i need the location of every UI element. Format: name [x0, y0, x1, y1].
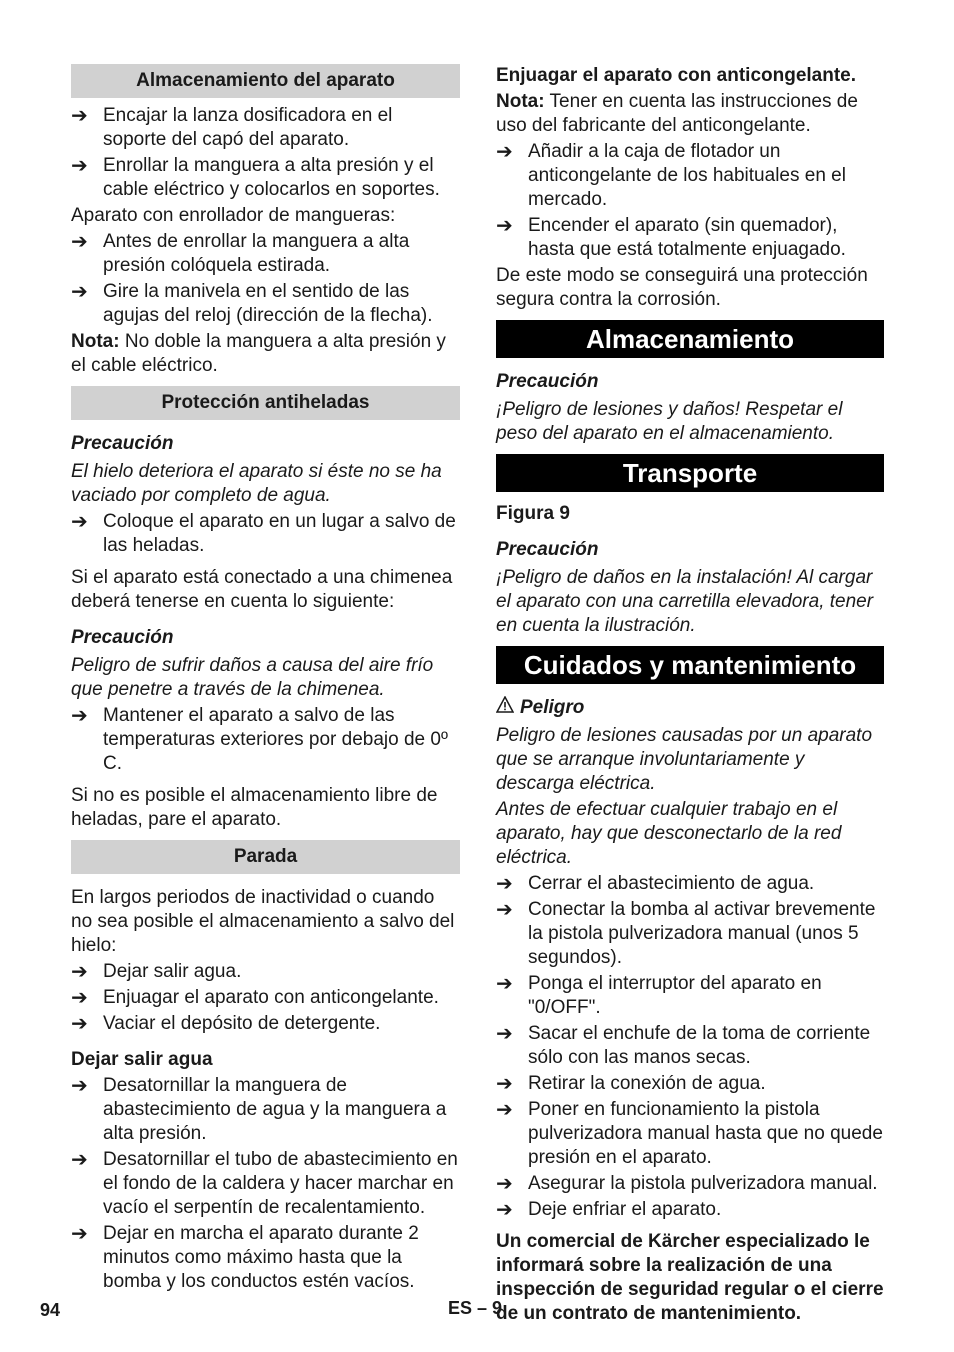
left-column — [71, 64, 460, 1296]
paragraph: De este modo se conseguirá una protección segura contra la corrosión. — [496, 265, 868, 310]
arrow-right-icon: ➔ — [496, 873, 513, 895]
caution-text: ¡Peligro de lesiones y daños! Respetar el peso del aparato en el almacenamiento. — [496, 399, 843, 444]
language-page-label: ES – 9 — [448, 1298, 503, 1318]
paragraph: Si el aparato está conectado a una chimenea deberá tenerse en cuenta lo siguiente: — [71, 567, 453, 612]
list-item: ➔ Ponga el interruptor del aparato en "0/OFF". — [496, 973, 822, 1018]
list-item: ➔ Dejar en marcha el aparato durante 2 minutos como máximo hasta que la bomba y los conductos estén vacíos. — [71, 1223, 419, 1292]
caution-text: El hielo deteriora el aparato si éste no se ha vaciado por completo de agua. — [71, 461, 442, 506]
arrow-right-icon: ➔ — [71, 987, 88, 1009]
note-label: Nota: — [496, 91, 545, 112]
list-item: ➔ Asegurar la pistola pulverizadora manual. — [496, 1173, 878, 1195]
page-number: 94 — [40, 1300, 61, 1320]
arrow-right-icon: ➔ — [71, 155, 88, 177]
danger-text: Peligro de lesiones causadas por un aparato que se arranque involuntariamente y descarga eléctrica. — [496, 725, 873, 794]
arrow-right-icon: ➔ — [496, 973, 513, 995]
list-item: ➔ Desatornillar la manguera de abastecimiento de agua y la manguera a alta presión. — [71, 1075, 447, 1144]
arrow-right-icon: ➔ — [71, 1149, 88, 1171]
list-item: ➔ Añadir a la caja de flotador un anticongelante de los habituales en el mercado. — [496, 141, 846, 210]
arrow-right-icon: ➔ — [71, 105, 88, 127]
paragraph: En largos periodos de inactividad o cuando no sea posible el almacenamiento a salvo del hielo: — [71, 887, 455, 956]
section-heading-storage-device: Almacenamiento del aparato — [71, 64, 460, 98]
caution-text: Peligro de sufrir daños a causa del aire frío que penetre a través de la chimenea. — [71, 655, 434, 700]
list-item: ➔ Desatornillar el tubo de abastecimiento en el fondo de la caldera y hacer marchar en vacío el serpentín de recalentamiento. — [71, 1149, 458, 1218]
arrow-right-icon: ➔ — [496, 899, 513, 921]
subsection-heading-rinse: Enjuagar el aparato con anticongelante. — [496, 65, 857, 86]
section-heading-storage: Almacenamiento — [496, 320, 884, 358]
paragraph: Si no es posible el almacenamiento libre de heladas, pare el aparato. — [71, 785, 438, 830]
list-item: ➔ Enjuagar el aparato con anticongelante. — [71, 987, 439, 1009]
arrow-right-icon: ➔ — [71, 511, 88, 533]
list-item: ➔ Cerrar el abastecimiento de agua. — [496, 873, 815, 895]
list-item: ➔ Dejar salir agua. — [71, 961, 242, 983]
list-item: ➔ Gire la manivela en el sentido de las agujas del reloj (dirección de la flecha). — [71, 281, 433, 326]
list-item: ➔ Poner en funcionamiento la pistola pulverizadora manual hasta que no quede presión en el aparato. — [496, 1099, 883, 1168]
list-item: ➔ Encajar la lanza dosificadora en el soporte del capó del aparato. — [71, 105, 393, 150]
arrow-right-icon: ➔ — [496, 1099, 513, 1121]
list-item: ➔ Antes de enrollar la manguera a alta presión colóquela estirada. — [71, 231, 410, 276]
list-item: ➔ Encender el aparato (sin quemador), hasta que está totalmente enjuagado. — [496, 215, 846, 260]
arrow-right-icon: ➔ — [496, 141, 513, 163]
arrow-right-icon: ➔ — [71, 961, 88, 983]
arrow-right-icon: ➔ — [496, 215, 513, 237]
arrow-right-icon: ➔ — [496, 1073, 513, 1095]
closing-note: Un comercial de Kärcher especializado le informará sobre la realización de una inspección de seguridad regular o el cierre de un contrato de mantenimiento. — [496, 1231, 884, 1324]
paragraph: Aparato con enrollador de mangueras: — [71, 205, 396, 226]
section-heading-maintenance: Cuidados y mantenimiento — [496, 646, 884, 684]
arrow-right-icon: ➔ — [71, 1075, 88, 1097]
section-heading-frost-protection: Protección antiheladas — [71, 386, 460, 420]
note-label: Nota: — [71, 331, 120, 352]
arrow-right-icon: ➔ — [71, 1223, 88, 1245]
arrow-right-icon: ➔ — [71, 1013, 88, 1035]
warning-triangle-icon — [496, 696, 520, 720]
danger-text: Antes de efectuar cualquier trabajo en el aparato, hay que desconectarlo de la red eléctrica. — [496, 799, 842, 868]
caution-label: Precaución — [71, 627, 174, 648]
arrow-right-icon: ➔ — [496, 1199, 513, 1221]
list-item: ➔ Conectar la bomba al activar brevemente la pistola pulverizadora manual (unos 5 segundos). — [496, 899, 876, 968]
caution-label: Precaución — [71, 433, 174, 454]
list-item: ➔ Enrollar la manguera a alta presión y el cable eléctrico y colocarlos en soportes. — [71, 155, 440, 200]
arrow-right-icon: ➔ — [71, 281, 88, 303]
list-item: ➔ Coloque el aparato en un lugar a salvo de las heladas. — [71, 511, 456, 556]
arrow-right-icon: ➔ — [496, 1023, 513, 1045]
caution-label: Precaución — [496, 539, 599, 560]
section-heading-transport: Transporte — [496, 454, 884, 492]
danger-label: Peligro — [496, 696, 884, 720]
caution-label: Precaución — [496, 371, 599, 392]
list-item: ➔ Retirar la conexión de agua. — [496, 1073, 766, 1095]
right-column — [496, 64, 884, 1328]
list-item: ➔ Sacar el enchufe de la toma de corriente sólo con las manos secas. — [496, 1023, 871, 1068]
note-paragraph: Nota: No doble la manguera a alta presión y el cable eléctrico. — [71, 331, 446, 376]
list-item: ➔ Vaciar el depósito de detergente. — [71, 1013, 381, 1035]
list-item: ➔ Deje enfriar el aparato. — [496, 1199, 722, 1221]
figure-reference: Figura 9 — [496, 503, 570, 524]
arrow-right-icon: ➔ — [71, 705, 88, 727]
subsection-heading-drain: Dejar salir agua — [71, 1049, 213, 1070]
arrow-right-icon: ➔ — [496, 1173, 513, 1195]
list-item: ➔ Mantener el aparato a salvo de las temperaturas exteriores por debajo de 0º C. — [71, 705, 448, 774]
caution-text: ¡Peligro de daños en la instalación! Al cargar el aparato con una carretilla elevadora, tener en cuenta la ilustración. — [496, 567, 874, 636]
section-heading-shutdown: Parada — [71, 840, 460, 874]
arrow-right-icon: ➔ — [71, 231, 88, 253]
note-paragraph: Nota: Tener en cuenta las instrucciones de uso del fabricante del anticongelante. — [496, 91, 858, 136]
